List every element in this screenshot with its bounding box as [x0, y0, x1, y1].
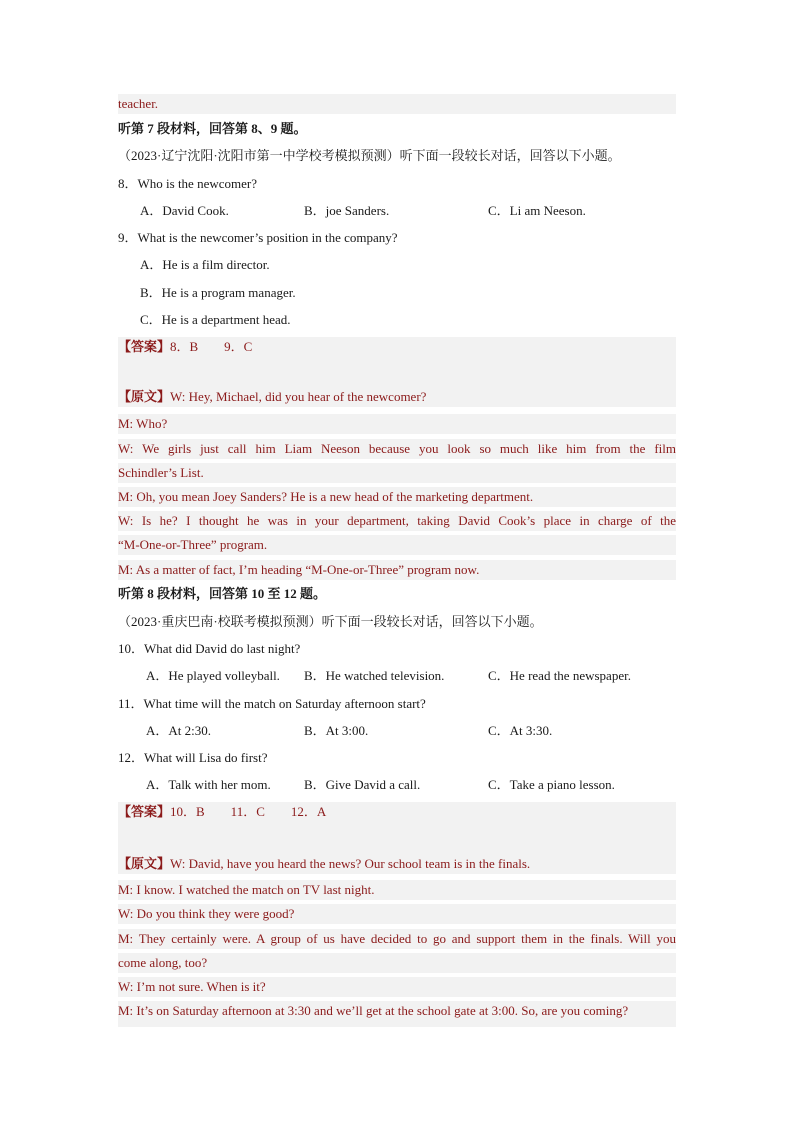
answer-text: 8．B 9．C: [170, 339, 253, 354]
option-9b[interactable]: B．He is a program manager.: [140, 285, 296, 300]
question-8-stem: 8．Who is the newcomer?: [118, 176, 257, 191]
option-8c[interactable]: C．Li am Neeson.: [488, 203, 586, 218]
option-12b[interactable]: B．Give David a call.: [304, 777, 421, 792]
previous-transcript-tail: teacher.: [118, 94, 676, 114]
question-12-options: [118, 775, 676, 795]
section-7-transcript-line-5b: “M-One-or-Three” program.: [118, 535, 676, 555]
answer-text: 10．B 11．C 12．A: [170, 804, 327, 819]
option-10b[interactable]: B．He watched television.: [304, 668, 445, 683]
section-7-transcript-line-1: [118, 387, 676, 407]
section-7-source: （2023·辽宁沈阳·沈阳市第一中学校考模拟预测）听下面一段较长对话，回答以下小题。: [118, 148, 621, 163]
question-9-stem: 9．What is the newcomer’s position in the company?: [118, 230, 398, 245]
section-7-transcript-line-3a: W: We girls just call him Liam Neeson because you look so much like him from the film: [118, 439, 676, 459]
option-9c[interactable]: C．He is a department head.: [140, 312, 291, 327]
section-8-answer: [118, 802, 676, 826]
option-8a[interactable]: A．David Cook.: [140, 203, 229, 218]
question-10-options: [118, 666, 676, 686]
transcript-text: W: Hey, Michael, did you hear of the newcomer?: [170, 389, 427, 404]
section-8-transcript-line-3: W: Do you think they were good?: [118, 904, 676, 924]
section-7-answer: [118, 337, 676, 361]
question-12-stem: 12．What will Lisa do first?: [118, 750, 268, 765]
option-12a[interactable]: A．Talk with her mom.: [146, 777, 271, 792]
section-7-transcript-line-3b: Schindler’s List.: [118, 463, 676, 483]
section-7-transcript-line-4: M: Oh, you mean Joey Sanders? He is a new head of the marketing department.: [118, 487, 676, 507]
question-8-options: [118, 201, 676, 221]
section-8-transcript-line-4a: M: They certainly were. A group of us have decided to go and support them in the finals. Will you: [118, 929, 676, 949]
section-8-source: （2023·重庆巴南·校联考模拟预测）听下面一段较长对话，回答以下小题。: [118, 614, 543, 629]
section-8-transcript-line-2: M: I know. I watched the match on TV last night.: [118, 880, 676, 900]
section-7-transcript-line-6: M: As a matter of fact, I’m heading “M-One-or-Three” program now.: [118, 560, 676, 580]
option-12c[interactable]: C．Take a piano lesson.: [488, 777, 615, 792]
option-11b[interactable]: B．At 3:00.: [304, 723, 369, 738]
transcript-tag: 【原文】: [118, 856, 171, 871]
section-7-transcript-line-5a: W: Is he? I thought he was in your department, taking David Cook’s place in charge of the: [118, 511, 676, 531]
section-8-transcript-line-1: [118, 854, 676, 874]
section-7-heading: 听第 7 段材料，回答第 8、9 题。: [118, 121, 307, 136]
section-8-transcript-line-5: W: I’m not sure. When is it?: [118, 977, 676, 997]
section-8-heading: 听第 8 段材料，回答第 10 至 12 题。: [118, 586, 327, 601]
option-9a[interactable]: A．He is a film director.: [140, 257, 270, 272]
option-11a[interactable]: A．At 2:30.: [146, 723, 212, 738]
transcript-tag: 【原文】: [118, 389, 171, 404]
section-8-transcript-line-6: M: It’s on Saturday afternoon at 3:30 and we’ll get at the school gate at 3:00. So, are you coming?: [118, 1001, 676, 1027]
question-11-options: [118, 721, 676, 741]
option-10a[interactable]: A．He played volleyball.: [146, 668, 280, 683]
option-9a-row: [118, 255, 676, 275]
answer-tag: 【答案】: [118, 804, 171, 819]
question-10-stem: 10．What did David do last night?: [118, 641, 301, 656]
option-8b[interactable]: B．joe Sanders.: [304, 203, 390, 218]
answer-spacer: [118, 826, 676, 854]
option-9b-row: [118, 283, 676, 303]
section-7-transcript-line-2: M: Who?: [118, 414, 676, 434]
option-9c-row: [118, 310, 676, 330]
answer-spacer: [118, 361, 676, 387]
option-11c[interactable]: C．At 3:30.: [488, 723, 553, 738]
option-10c[interactable]: C．He read the newspaper.: [488, 668, 631, 683]
section-8-transcript-line-4b: come along, too?: [118, 953, 676, 973]
transcript-text: W: David, have you heard the news? Our school team is in the finals.: [170, 856, 531, 871]
answer-tag: 【答案】: [118, 339, 171, 354]
question-11-stem: 11．What time will the match on Saturday afternoon start?: [118, 696, 426, 711]
